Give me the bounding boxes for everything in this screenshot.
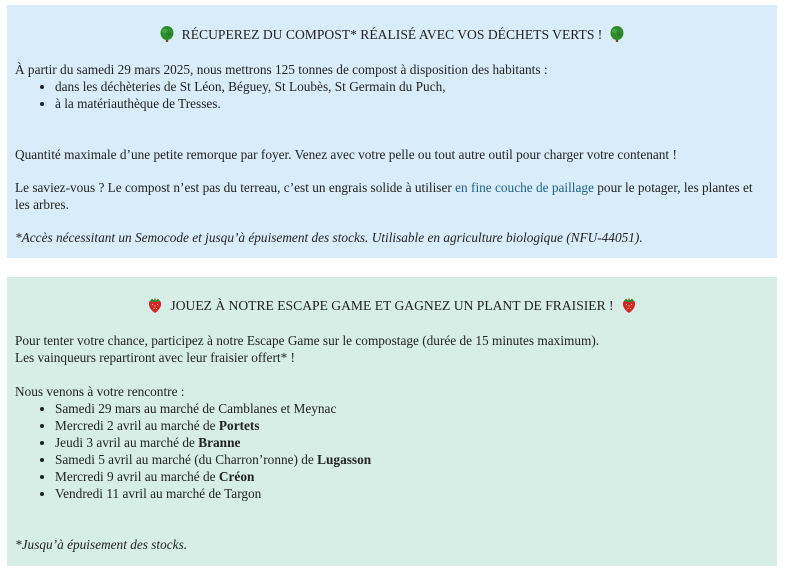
compost-location-list (15, 78, 769, 112)
event-text: Samedi 5 avril au marché (du Charron’ronne) de (55, 452, 318, 467)
list-item (55, 434, 769, 451)
paillage-link[interactable]: en fine couche de paillage (455, 180, 594, 195)
escape-meet: Nous venons à votre rencontre : (15, 384, 185, 399)
list-item: • dans les déchèteries de St Léon, Béguey, St Loubès, St Germain du Puch, (55, 78, 769, 95)
escape-title-row (15, 294, 769, 316)
event-town: Lugasson (317, 452, 372, 467)
event-text: Samedi 29 mars au marché de Camblanes et Meynac (55, 401, 337, 416)
compost-quantity: Quantité maximale d’une petite remorque par foyer. Venez avec votre pelle ou tout autre outil pour charger votre contenant ! (15, 147, 677, 162)
escape-intro-line2: Les vainqueurs repartiront avec leur fraisier offert* ! (15, 350, 295, 365)
compost-intro: À partir du samedi 29 mars 2025, nous mettrons 125 tonnes de compost à disposition des habitants : (15, 62, 548, 77)
tree-icon (158, 25, 176, 43)
compost-section (7, 5, 777, 258)
escape-game-section (7, 277, 777, 566)
compost-footnote: *Accès nécessitant un Semocode et jusqu’à épuisement des stocks. Utilisable en agriculture biologique (NFU-44051). (15, 230, 643, 245)
strawberry-icon (146, 296, 164, 314)
compost-tip-text: Le saviez-vous ? Le compost n’est pas du terreau, c’est un engrais solide à utiliser (15, 180, 456, 195)
event-text: Mercredi 9 avril au marché de (55, 469, 219, 484)
event-text: Mercredi 2 avril au marché de (55, 418, 219, 433)
list-item (55, 417, 769, 434)
compost-tip-text-end: pour le potager, les plantes et les arbres. (15, 180, 753, 212)
list-item: • à la matériauthèque de Tresses. (55, 95, 769, 112)
event-town: Branne (198, 435, 241, 450)
strawberry-icon (620, 296, 638, 314)
tree-icon (608, 25, 626, 43)
list-item (55, 468, 769, 485)
list-item (55, 400, 769, 417)
compost-title: RÉCUPEREZ DU COMPOST* RÉALISÉ AVEC VOS DÉCHETS VERTS ! (181, 26, 603, 42)
event-town: Créon (218, 469, 255, 484)
escape-title: JOUEZ À NOTRE ESCAPE GAME ET GAGNEZ UN PLANT DE FRAISIER ! (170, 297, 614, 313)
escape-event-list (15, 400, 769, 502)
escape-intro-line1: Pour tenter votre chance, participez à notre Escape Game sur le compostage (durée de 15 minutes maximum). (15, 333, 600, 348)
event-text: Vendredi 11 avril au marché de Targon (55, 486, 262, 501)
list-item (55, 451, 769, 468)
compost-title-row (15, 23, 769, 45)
compost-tip (15, 179, 769, 213)
event-town: Portets (218, 418, 260, 433)
event-text: Jeudi 3 avril au marché de (55, 435, 199, 450)
list-item (55, 485, 769, 502)
escape-footnote: *Jusqu’à épuisement des stocks. (15, 537, 188, 552)
